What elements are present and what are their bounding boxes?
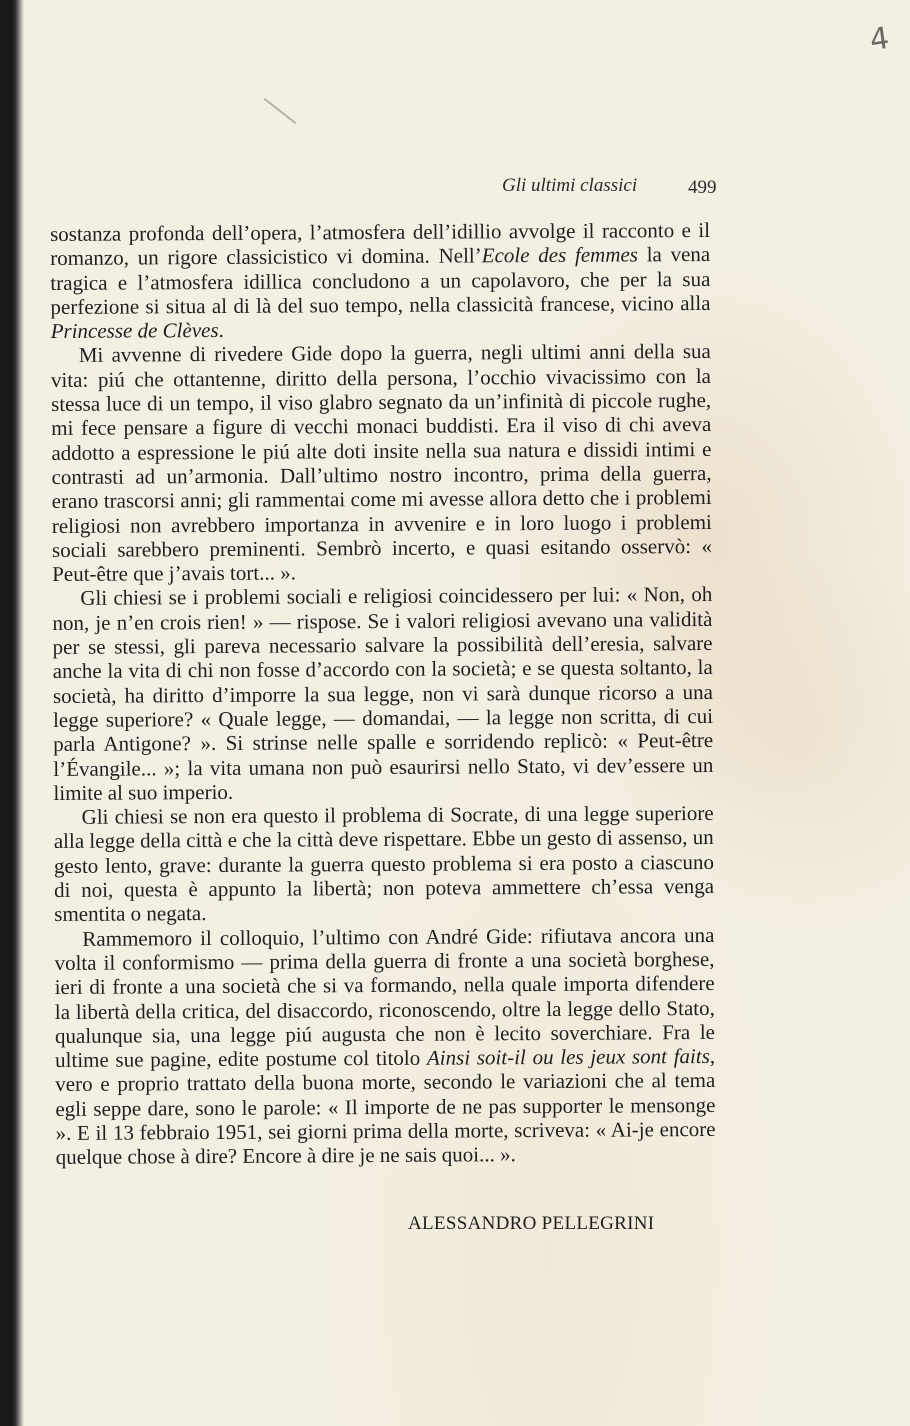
italic-title: Ainsi soit-il ou les jeux sont faits xyxy=(426,1044,710,1070)
text-run: Mi avvenne di rivedere Gide dopo la guerra, negli ultimi anni della sua vita: piú che ottantenne, diritto della persona, l’occhio vivacissimo con la stessa luce di un tempo, il viso glabro segnato da un’infinità di piccole rughe, mi fece pensare a figure di vecchi monaci buddisti. Era il viso di chi aveva addotto a espressione le piú alte doti insite nella sua natura e dissidi intimi e contrasti ad un’armonia. Dall’ultimo nostro incontro, prima della guerra, erano trascorsi anni; gli rammentai come mi avesse allora detto che i problemi religiosi non avrebbero importanza in avvenire e in loro luogo i problemi sociali sarebbero preminenti. Sembrò incerto, e quasi esitando osservò: « Peut-être que j’avais tort... ». xyxy=(50,339,713,587)
text-run: la vena tragica e l’atmosfera idillica concludono a un capolavoro, che per la sua perfezione si situa al di là del suo tempo, nella classicità francese, vicino alla xyxy=(50,242,711,319)
text-run: Rammemoro il colloquio, l’ultimo con André Gide: rifiutava ancora una volta il conformismo — prima della guerra di fronte a una società borghese, ieri di fronte a una società che si va formando, nella quale importa difendere la libertà della critica, del disaccordo, riconoscendo, oltre la legge dello Stato, qualunque sia, una legge piú augusta che non è lecito soverchiare. Fra le ultime sue pagine, edite postume col titolo xyxy=(54,922,716,1073)
pencil-stroke xyxy=(264,98,297,124)
text-run: , vero e proprio trattato della buona morte, secondo le variazioni che al tema egli seppe dare, sono le parole: « Il importe de ne pas supporter le mensonge ». E il 13 febbraio 1951, sei giorni prima della morte, scriveva: « Ai-je encore quelque chose à dire? Encore à dire je ne sais quoi... ». xyxy=(55,1044,716,1170)
paragraph xyxy=(50,218,711,344)
italic-title: Ecole des femmes xyxy=(481,242,639,268)
handwritten-page-number: 4 xyxy=(867,20,892,59)
binding-shadow xyxy=(10,0,24,1426)
italic-title: Princesse de Clèves xyxy=(50,318,219,344)
book-page xyxy=(10,0,910,1426)
text-run: sostanza profonda dell’opera, l’atmosfera dell’idillio avvolge il racconto e il romanzo, un rigore classicistico vi domina. Nell’ xyxy=(50,217,711,271)
paragraph xyxy=(54,801,715,927)
paragraph xyxy=(51,339,712,586)
paragraph xyxy=(52,582,713,805)
text-run: Gli chiesi se i problemi sociali e religiosi coincidessero per lui: « Non, oh non, je n’en crois rien! » — rispose. Se i valori religiosi avevano una validità per se stessi, gli pareva necessario salvare la possibilità dell’eresia, salvare anche la vita di chi non fosse d’accordo con la società; e se questa soltanto, la società, ha diritto d’imporre la sua legge, non vi sarà dunque ricorso a una legge superiore? « Quale legge, — domandai, — la legge non scritta, di cui parla Antigone? ». Si strinse nelle spalle e sorridendo replicò: « Peut-être l’Évangile... »; la vita umana non può esaurirsi nello Stato, vi dev’essere un limite al suo imperio. xyxy=(52,582,714,805)
text-run: . xyxy=(218,318,224,343)
paragraph xyxy=(54,923,715,1170)
running-head-page-number: 499 xyxy=(688,177,717,198)
body-text xyxy=(50,218,716,1170)
text-run: Gli chiesi se non era questo il problema di Socrate, di una legge superiore alla legge della città e che la città deve rispettare. Ebbe un gesto di assenso, un gesto lento, grave: durante la guerra questo problema si era posto a ciascuno di noi, questa è appunto la libertà; non poteva ammettere ch’essa venga smentita o negata. xyxy=(53,801,715,927)
running-head-title: Gli ultimi classici xyxy=(502,175,638,196)
author-signature: ALESSANDRO PELLEGRINI xyxy=(408,1213,655,1234)
